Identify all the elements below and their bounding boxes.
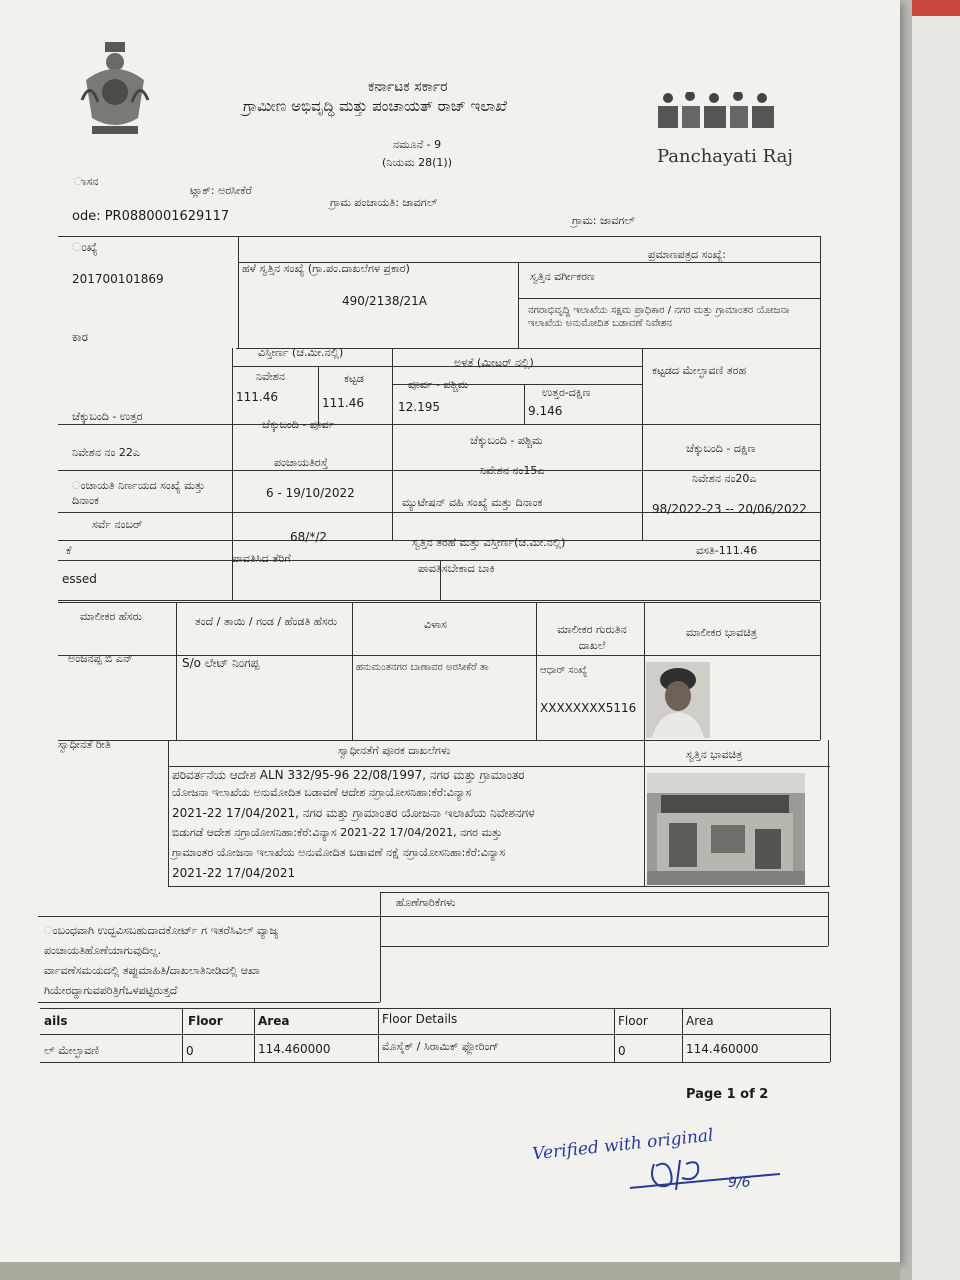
grid-line (352, 602, 353, 740)
floor-header-2: Floor (618, 1014, 648, 1028)
tax-paid-label: ಪಾವತಿಸಿದ ತೆರಿಗೆ (232, 552, 291, 565)
docs-line-1: ಪರಿವರ್ತನೆಯ ಆದೇಶ ALN 332/95-96 22/08/1997, ನಗರ ಮತ್ತು ಗ್ರಾಮಾಂತರ (172, 768, 525, 782)
grid-line (40, 1008, 830, 1009)
boundary-west-value: ನಿವೇಶನ ನಂ15ಎ (480, 464, 545, 477)
property-type-label: ಕಾರ (72, 330, 88, 344)
area-value-2: 114.460000 (686, 1042, 759, 1056)
north-south-label: ಉತ್ತರ-ದಕ್ಷಿಣ (542, 386, 591, 399)
table-surface (0, 1262, 900, 1280)
grid-line (58, 655, 820, 656)
boundary-west-label: ಚೆಕ್ಕುಬಂದಿ - ಪಶ್ಚಿಮ (470, 434, 543, 447)
ownership-docs-label: ಸ್ವಾಧೀನತೆಗೆ ಪೂರಕ ದಾಖಲೆಗಳು (338, 744, 451, 757)
id-doc-header: ಮಾಲೀಕರ ಗುರುತಿನ ದಾಖಲೆ (557, 623, 627, 652)
area-header-2: Area (686, 1014, 714, 1028)
govt-title: ಕರ್ನಾಟಕ ಸರ್ಕಾರ (368, 79, 448, 95)
boundary-south-label: ಚೆಕ್ಕುಬಂದಿ - ದಕ್ಷಿಣ (686, 442, 756, 455)
panchayati-raj-logo-icon (652, 92, 792, 152)
grid-line (614, 1008, 615, 1062)
grid-line (380, 892, 381, 1002)
grid-line (238, 236, 239, 348)
note-line-2: ಪಂಚಾಯತಿಹೊಣೆಯಾಗುವುದಿಲ್ಲ. (44, 944, 162, 957)
adjacent-paper (912, 0, 960, 1280)
floor-details-header-2: Floor Details (382, 1012, 458, 1026)
floor-value-2: 0 (618, 1044, 626, 1058)
grid-line (58, 470, 820, 471)
dimension-label: ಅಳತೆ (ಮೀಟರ್ ನಲ್ಲಿ) (454, 356, 534, 369)
property-photo-label: ಸ್ವತ್ತಿನ ಭಾವಚಿತ್ರ (686, 748, 743, 761)
east-west-value: 12.195 (398, 400, 440, 414)
page-number: Page 1 of 2 (686, 1087, 769, 1102)
roof-type-label: ಕಟ್ಟಡದ ಮೇಲ್ಛಾವಣಿ ತರಹ (652, 364, 747, 377)
property-id-label: ಂಖ್ಯೆ (72, 240, 98, 254)
building-area-value: 111.46 (322, 396, 364, 410)
classification-value: ನಗರಾಭಿವೃದ್ಧಿ ಇಲಾಖೆಯ ಸಕ್ಷಮ ಪ್ರಾಧಿಕಾರ / ನಗರ ಮತ್ತು ಗ್ರಾಮಾಂತರ ಯೋಜನಾ ಇಲಾಖೆಯ ಅನುಮೋದಿತ ಬಡಾವಣೆ ನಿವೇಶನ (528, 305, 790, 329)
grid-line (40, 1062, 830, 1063)
floor-details-value: ಮೊಸೈಕ್ / ಸಿರಾಮಿಕ್ ಫ್ಲೋರಿಂಗ್ (382, 1040, 499, 1053)
mutation-value: 98/2022-23 -- 20/06/2022 (652, 502, 807, 516)
owner-address: ಹನುಮಂತನಗರ ಬಾಣಾವರ ಅರಸೀಕೆರೆ ತಾ (356, 662, 489, 673)
grid-line (378, 1008, 379, 1062)
grid-line (38, 1002, 380, 1003)
signature-icon (530, 1125, 790, 1210)
boundary-east-value: ಪಂಚಾಯತಿರಸ್ತೆ (274, 456, 328, 469)
grid-line (58, 740, 820, 741)
grid-line (318, 366, 319, 424)
red-folder-edge (912, 0, 960, 16)
taluk: ಟ್ಲಾಕ್: ಅರಸೀಕೆರೆ (190, 184, 252, 197)
grid-line (392, 424, 393, 470)
docs-line-3: 2021-22 17/04/2021, ನಗರ ಮತ್ತು ಗ್ರಾಮಾಂತರ ಯೋಜನಾ ಇಲಾಖೆಯ ನಿವೇಶನಗಳ (172, 806, 535, 820)
owner-photo-header: ಮಾಲೀಕರ ಭಾವಚಿತ್ರ (686, 626, 757, 639)
assessed-label: essed (62, 572, 97, 586)
id-number: XXXXXXXX5116 (540, 701, 637, 715)
property-photo (647, 773, 805, 885)
property-area-label: ಸ್ವತ್ತಿನ ತರಹೆ ಮತ್ತು ವಿಸ್ತೀರ್ಣ(ಚ.ಮೀ.ನಲ್ಲಿ) (412, 536, 566, 549)
grid-line (392, 348, 393, 424)
logo-text: Panchayati Raj (657, 146, 793, 167)
liabilities-label: ಹೊಣೆಗಾರಿಕೆಗಳು (396, 896, 456, 909)
grid-line (58, 602, 820, 603)
owner-photo (646, 662, 710, 738)
gram-panchayat: ಗ್ರಾಮ ಪಂಚಾಯತಿ: ಜಾವಗಲ್ (330, 196, 438, 209)
floor-header: Floor (188, 1014, 223, 1028)
grid-line (518, 262, 519, 348)
old-number-value: 490/2138/21A (342, 294, 428, 308)
grid-line (518, 298, 820, 299)
grid-line (58, 600, 820, 601)
grid-line (644, 740, 645, 886)
area-header: Area (258, 1014, 290, 1028)
grid-line (58, 424, 820, 425)
grid-line (392, 470, 393, 540)
id-type: ಆಧಾರ್ ಸಂಖ್ಯೆ (540, 665, 588, 676)
site-area-value: 111.46 (236, 390, 278, 404)
floor-value: 0 (186, 1044, 194, 1058)
docs-line-2: ಯೋಜನಾ ಇಲಾಖೆಯ ಅನುಮೋದಿತ ಬಡಾವಣೆ ಆದೇಶ ನಗ್ರಾಯೋಸನಿಹಾ:ಕೆರೆ:ವಿನ್ಯಾಸ (172, 786, 472, 799)
property-code: ode: PR0880001629117 (72, 209, 230, 224)
ownership-type-label: ಸ್ವಾಧೀನತೆ ರೀತಿ (58, 738, 111, 751)
tax-due-label: ಪಾವತಿಸಬೇಕಾದ ಬಾಕಿ (418, 562, 495, 575)
grid-line (524, 384, 525, 424)
grid-line (536, 602, 537, 740)
grid-line (168, 766, 830, 767)
building-label: ಕಟ್ಟಡ (344, 372, 364, 385)
village: ಗ್ರಾಮ: ಜಾವಗಲ್ (572, 214, 635, 227)
grid-line (828, 740, 829, 886)
grid-line (682, 1008, 683, 1062)
docs-line-5: ಗ್ರಾಮಾಂತರ ಯೋಜನಾ ಇಲಾಖೆಯ ಅನುಮೋದಿತ ಬಡಾವಣೆ ನಕ್ಷೆ ನಗ್ರಾಯೋಸನಿಹಾ:ಕೆರೆ:ವಿನ್ಯಾಸ (172, 846, 506, 859)
grid-line (380, 946, 828, 947)
grid-line (182, 1008, 183, 1062)
grid-line (232, 366, 642, 367)
grid-line (40, 1034, 830, 1035)
address-header: ವಿಳಾಸ (424, 618, 447, 631)
verification-date: 9/6 (728, 1175, 751, 1191)
grid-line (820, 602, 821, 740)
grid-line (168, 740, 169, 886)
verification-note: Verified with original (531, 1125, 715, 1165)
tax-label: ಕೆ (66, 544, 72, 557)
area-label: ವಿಸ್ತೀರ್ಣ (ಚ.ಮೀ.ನಲ್ಲಿ) (258, 346, 344, 359)
docs-line-6: 2021-22 17/04/2021 (172, 866, 296, 880)
mutation-label: ಮ್ಯುಟೇಷನ್ ವಹಿ ಸಂಖ್ಯೆ ಮತ್ತು ದಿನಾಂಕ (402, 496, 543, 509)
form-number: ನಮೂನೆ - 9 (393, 138, 442, 151)
note-line-1: ಂಬಂಧವಾಗಿ ಉದ್ಭವಿಸಬಹುದಾದಕೋರ್ಟ್ ಗ ಇತರೆಸಿವಿಲ್ ವ್ಯಾಜ್ಯ (44, 924, 279, 937)
dept-title: ಗ್ರಾಮೀಣ ಅಭಿವೃದ್ಧಿ ಮತ್ತು ಪಂಚಾಯತ್ ರಾಜ್ ಇಲಾಖೆ (243, 97, 507, 115)
certificate-label: ಪ್ರಮಾಣಪತ್ರದ ಸಂಖ್ಯೆ: (648, 248, 727, 261)
classification-label: ಸ್ವತ್ತಿನ ವರ್ಗೀಕರಣ (530, 270, 595, 283)
property-id-value: 201700101869 (72, 272, 164, 286)
boundary-east-label: ಚೆಕ್ಕುಬಂದಿ - ಪೂರ್ವ (262, 418, 335, 431)
grid-line (820, 236, 821, 600)
grid-line (58, 236, 820, 237)
boundary-north-label: ಚೆಕ್ಕುಬಂದಿ - ಉತ್ತರ (72, 410, 143, 423)
grid-line (38, 916, 828, 917)
boundary-south-value: ನಿವೇಶನ ನಂ20ಎ (692, 472, 757, 485)
old-number-label: ಹಳೆ ಸ್ವತ್ತಿನ ಸಂಖ್ಯೆ (ಗ್ರಾ.ಪಂ.ದಾಖಲೆಗಳ ಪ್ರಕಾರ) (242, 262, 410, 275)
survey-value: 68/*/2 (290, 530, 327, 544)
property-area-value: ವಸತಿ-111.46 (696, 544, 758, 557)
grid-line (828, 892, 829, 946)
grid-line (176, 602, 177, 740)
survey-label: ಸರ್ವೆ ನಂಬರ್ (92, 518, 143, 531)
grid-line (642, 348, 643, 540)
owner-name-header: ಮಾಲೀಕರ ಹೆಸರು (80, 610, 143, 623)
grid-line (254, 1008, 255, 1062)
docs-line-4: ಬಿಡುಗಡೆ ಆದೇಶ ನಗ್ರಾಯೋಸನಿಹಾ:ಕೆರೆ:ವಿನ್ಯಾಸ 2021-22 17/04/2021, ನಗರ ಮತ್ತು (172, 826, 503, 839)
karnataka-emblem-icon (78, 40, 152, 140)
owner-relation: S/o ಲೇಟ್ ನಿಂಗಪ್ಪ (182, 656, 260, 670)
grid-line (58, 560, 820, 561)
owner-name: ಅಂಜನಪ್ಪ ಬಿ ಎನ್ (68, 652, 133, 665)
resolution-label: ಂಚಾಯತಿ ನಿರ್ಣಯದ ಸಂಖ್ಯೆ ಮತ್ತು ದಿನಾಂಕ (72, 479, 205, 507)
grid-line (168, 886, 830, 887)
north-south-value: 9.146 (528, 404, 563, 418)
grid-line (830, 1008, 831, 1062)
rule-number: (ನಿಯಮ 28(1)) (382, 156, 453, 169)
district-label: ಾಸನ (74, 175, 99, 188)
floor-details-header: ails (44, 1014, 68, 1028)
note-line-4: ಗಿಯೇರದ್ದಾಗುವಪರಿತ್ರಿಗೆಒಳಪಟ್ಟಿರುತ್ತದೆ (44, 984, 178, 997)
area-value: 114.460000 (258, 1042, 331, 1056)
boundary-north-value: ನಿವೇಶನ ನಂ 22ಎ (72, 446, 140, 459)
grid-line (380, 892, 828, 893)
site-label: ನಿವೇಶನ (256, 370, 285, 383)
east-west-label: ಪೂರ್ವ - ಪಶ್ಚಿಮ (408, 378, 469, 391)
roof-details: ಲ್ ಮೇಲ್ಛಾವಣಿ (44, 1044, 99, 1057)
resolution-value: 6 - 19/10/2022 (266, 486, 355, 500)
note-line-3: ರ್ವಾವಣೆಸಮಯದಲ್ಲಿ ತಪ್ಪುಮಾಹಿತಿ/ದಾಖಲಾತಿನೀಡಿದಲ್ಲಿ ಆಖಾ (44, 964, 260, 977)
relation-header: ತಂದೆ / ತಾಯಿ / ಗಂಡ / ಹೆಂಡತಿ ಹೆಸರು (194, 615, 338, 628)
grid-line (644, 602, 645, 740)
